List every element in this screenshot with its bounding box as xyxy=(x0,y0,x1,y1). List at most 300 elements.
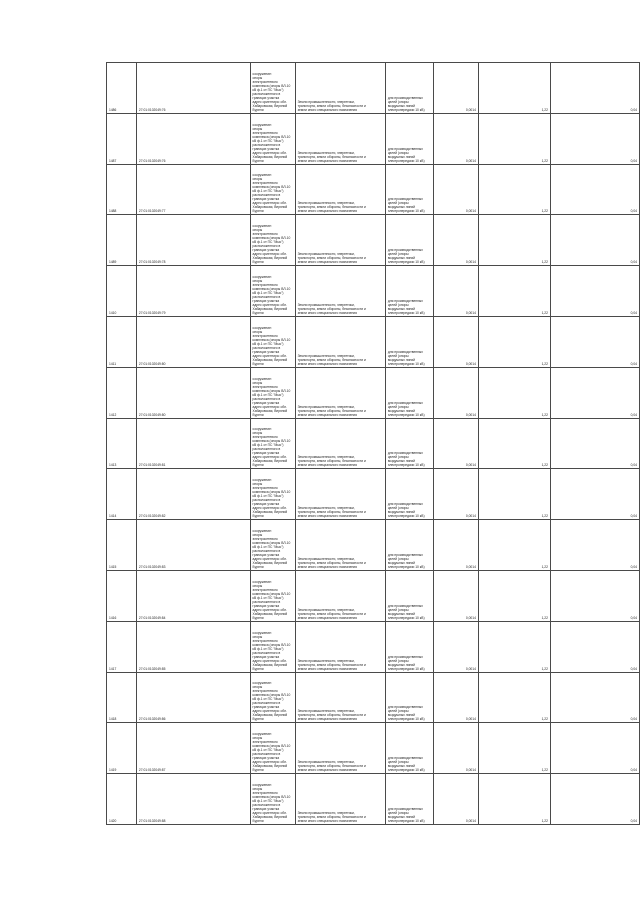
object-description-cell-line: Хабаровская, Верхний xyxy=(252,662,288,667)
permitted-use-cell-line: целей (опоры xyxy=(387,302,409,307)
permitted-use-cell-line: воздушных линий xyxy=(387,205,416,210)
permitted-use-cell-line: электропередачи 10 кВ) xyxy=(387,412,425,417)
cadastral-number-cell: 27:01:0102049:76 xyxy=(136,113,250,164)
object-description-cell-line: расположенного в xyxy=(252,91,281,96)
row-number-cell: 1416 xyxy=(107,570,137,621)
land-category-cell xyxy=(295,570,385,621)
cadastral-number-cell: 27:01:0102049:82 xyxy=(136,469,250,520)
permitted-use-cell-line: для производственных xyxy=(387,756,423,761)
land-category-cell-line: земли иного специального назначения xyxy=(297,514,357,519)
permitted-use-cell-line: электропередачи 10 кВ) xyxy=(387,666,425,671)
permitted-use-cell-line: для производственных xyxy=(387,95,423,100)
permitted-use-cell-line: целей (опоры xyxy=(387,506,409,511)
object-description-cell xyxy=(250,774,295,825)
object-description-cell-line: адрес ориентира: обл. xyxy=(252,607,287,612)
object-description-cell-line: сооружение: xyxy=(252,376,272,381)
object-description-cell xyxy=(250,723,295,774)
object-description-cell xyxy=(250,164,295,215)
land-category-cell-line: земли иного специального назначения xyxy=(297,666,357,671)
object-description-cell-line: комплекса (опоры ВЛ-10 xyxy=(252,236,291,241)
object-description-cell-line: электросетевого xyxy=(252,435,278,440)
object-description-cell xyxy=(250,570,295,621)
permitted-use-cell-line: электропередачи 10 кВ) xyxy=(387,463,425,468)
object-description-cell-line: адрес ориентира: обл. xyxy=(252,150,287,155)
row-number-cell: 1412 xyxy=(107,367,137,418)
land-category-cell-line: земли иного специального назначения xyxy=(297,463,357,468)
object-description-cell-line: электросетевого xyxy=(252,79,278,84)
land-category-cell-line: земли иного специального назначения xyxy=(297,310,357,315)
object-description-cell-line: границах участка xyxy=(252,502,280,507)
table-row xyxy=(107,164,640,215)
permitted-use-cell-line: целей (опоры xyxy=(387,150,409,155)
cadastral-number-cell: 27:01:0102049:83 xyxy=(136,520,250,571)
permitted-use-cell-line: воздушных линий xyxy=(387,814,416,819)
table-row xyxy=(107,215,640,266)
object-description-cell-line: комплекса (опоры ВЛ-10 xyxy=(252,490,291,495)
table-row xyxy=(107,418,640,469)
land-category-cell-line: земли иного специального назначения xyxy=(297,158,357,163)
object-description-cell-line: кВ ф.1 от ПС "Мыс") xyxy=(252,646,284,651)
object-description-cell-line: электросетевого xyxy=(252,790,278,795)
value-cell-1: 1,22 xyxy=(478,672,550,723)
land-category-cell xyxy=(295,113,385,164)
row-number-cell: 1486 xyxy=(107,63,137,114)
object-description-cell-line: границах участка xyxy=(252,298,280,303)
permitted-use-cell-line: воздушных линий xyxy=(387,713,416,718)
permitted-use-cell xyxy=(385,774,433,825)
object-description-cell-line: комплекса (опоры ВЛ-10 xyxy=(252,642,291,647)
permitted-use-cell-line: электропередачи 10 кВ) xyxy=(387,158,425,163)
land-category-cell-line: Земли промышленности, энергетики, xyxy=(297,810,355,815)
row-number-cell: 1487 xyxy=(107,113,137,164)
object-description-cell-line: комплекса (опоры ВЛ-10 xyxy=(252,134,291,139)
object-description-cell-line: расположенного в xyxy=(252,650,281,655)
permitted-use-cell-line: электропередачи 10 кВ) xyxy=(387,564,425,569)
object-description-cell xyxy=(250,266,295,317)
object-description-cell-line: адрес ориентира: обл. xyxy=(252,302,287,307)
value-cell-1: 1,22 xyxy=(478,367,550,418)
permitted-use-cell-line: электропередачи 10 кВ) xyxy=(387,717,425,722)
object-description-cell-line: границах участка xyxy=(252,705,280,710)
object-description-cell-line: Хабаровская, Верхний xyxy=(252,611,288,616)
land-category-cell-line: транспорта, земли обороны, безопасности и xyxy=(297,154,366,159)
object-description-cell-line: электросетевого xyxy=(252,181,278,186)
object-description-cell xyxy=(250,316,295,367)
land-category-cell-line: земли иного специального назначения xyxy=(297,564,357,569)
permitted-use-cell-line: для производственных xyxy=(387,400,423,405)
permitted-use-cell-line: для производственных xyxy=(387,146,423,151)
area-cell: 0,0014 xyxy=(433,367,478,418)
land-category-cell-line: Земли промышленности, энергетики, xyxy=(297,302,355,307)
object-description-cell-line: границах участка xyxy=(252,654,280,659)
land-category-cell-line: транспорта, земли обороны, безопасности и xyxy=(297,256,366,261)
object-description-cell-line: опоры xyxy=(252,278,263,283)
row-number-cell: 1419 xyxy=(107,723,137,774)
permitted-use-cell-line: целей (опоры xyxy=(387,201,409,206)
area-cell: 0,0014 xyxy=(433,621,478,672)
land-category-cell xyxy=(295,63,385,114)
object-description-cell-line: кВ ф.1 от ПС "Мыс") xyxy=(252,87,284,92)
object-description-cell-line: Хабаровская, Верхний xyxy=(252,103,288,108)
land-category-cell-line: земли иного специального назначения xyxy=(297,818,357,823)
permitted-use-cell-line: для производственных xyxy=(387,248,423,253)
land-category-cell-line: Земли промышленности, энергетики, xyxy=(297,658,355,663)
permitted-use-cell xyxy=(385,621,433,672)
object-description-cell-line: Бурели xyxy=(252,412,264,417)
object-description-cell-line: Хабаровская, Верхний xyxy=(252,306,288,311)
area-cell: 0,0014 xyxy=(433,164,478,215)
object-description-cell xyxy=(250,621,295,672)
object-description-cell-line: кВ ф.1 от ПС "Мыс") xyxy=(252,240,284,245)
object-description-cell-line: опоры xyxy=(252,75,263,80)
object-description-cell xyxy=(250,418,295,469)
land-category-cell-line: транспорта, земли обороны, безопасности и xyxy=(297,611,366,616)
object-description-cell-line: расположенного в xyxy=(252,142,281,147)
object-description-cell-line: Бурели xyxy=(252,158,264,163)
object-description-cell-line: расположенного в xyxy=(252,548,281,553)
permitted-use-cell-line: целей (опоры xyxy=(387,607,409,612)
permitted-use-cell-line: для производственных xyxy=(387,705,423,710)
permitted-use-cell-line: целей (опоры xyxy=(387,404,409,409)
permitted-use-cell xyxy=(385,367,433,418)
value-cell-2: 0,04 xyxy=(550,469,639,520)
area-cell: 0,0014 xyxy=(433,774,478,825)
permitted-use-cell-line: целей (опоры xyxy=(387,556,409,561)
value-cell-2: 0,04 xyxy=(550,316,639,367)
land-category-cell-line: земли иного специального назначения xyxy=(297,209,357,214)
cadastral-number-cell: 27:01:0102049:80 xyxy=(136,316,250,367)
land-category-cell xyxy=(295,723,385,774)
permitted-use-cell-line: целей (опоры xyxy=(387,760,409,765)
value-cell-1: 1,22 xyxy=(478,418,550,469)
object-description-cell-line: адрес ориентира: обл. xyxy=(252,252,287,257)
object-description-cell-line: электросетевого xyxy=(252,689,278,694)
value-cell-2: 0,04 xyxy=(550,215,639,266)
permitted-use-cell-line: для производственных xyxy=(387,806,423,811)
object-description-cell-line: Хабаровская, Верхний xyxy=(252,154,288,159)
value-cell-1: 1,22 xyxy=(478,164,550,215)
object-description-cell-line: Бурели xyxy=(252,209,264,214)
object-description-cell-line: электросетевого xyxy=(252,740,278,745)
object-description-cell-line: комплекса (опоры ВЛ-10 xyxy=(252,185,291,190)
row-number-cell: 1414 xyxy=(107,469,137,520)
object-description-cell-line: расположенного в xyxy=(252,599,281,604)
land-category-cell-line: Земли промышленности, энергетики, xyxy=(297,506,355,511)
land-category-cell-line: земли иного специального назначения xyxy=(297,107,357,112)
row-number-cell: 1420 xyxy=(107,774,137,825)
object-description-cell-line: кВ ф.1 от ПС "Мыс") xyxy=(252,341,284,346)
permitted-use-cell-line: воздушных линий xyxy=(387,408,416,413)
land-category-cell xyxy=(295,520,385,571)
object-description-cell xyxy=(250,469,295,520)
land-category-cell-line: земли иного специального назначения xyxy=(297,717,357,722)
land-category-cell-line: транспорта, земли обороны, безопасности и xyxy=(297,408,366,413)
object-description-cell-line: расположенного в xyxy=(252,345,281,350)
permitted-use-cell-line: воздушных линий xyxy=(387,459,416,464)
permitted-use-cell-line: для производственных xyxy=(387,654,423,659)
value-cell-2: 0,04 xyxy=(550,621,639,672)
object-description-cell-line: кВ ф.1 от ПС "Мыс") xyxy=(252,290,284,295)
cadastral-number-cell: 27:01:0102049:84 xyxy=(136,570,250,621)
object-description-cell-line: опоры xyxy=(252,532,263,537)
object-description-cell-line: комплекса (опоры ВЛ-10 xyxy=(252,693,291,698)
object-description-cell-line: Хабаровская, Верхний xyxy=(252,408,288,413)
object-description-cell-line: сооружение: xyxy=(252,681,272,686)
object-description-cell-line: Бурели xyxy=(252,260,264,265)
value-cell-1: 1,22 xyxy=(478,570,550,621)
object-description-cell-line: опоры xyxy=(252,482,263,487)
object-description-cell-line: Бурели xyxy=(252,514,264,519)
object-description-cell-line: сооружение: xyxy=(252,224,272,229)
object-description-cell-line: адрес ориентира: обл. xyxy=(252,506,287,511)
permitted-use-cell-line: целей (опоры xyxy=(387,252,409,257)
object-description-cell-line: комплекса (опоры ВЛ-10 xyxy=(252,286,291,291)
land-category-cell-line: Земли промышленности, энергетики, xyxy=(297,760,355,765)
land-category-cell-line: Земли промышленности, энергетики, xyxy=(297,150,355,155)
cadastral-number-cell: 27:01:0102049:80 xyxy=(136,367,250,418)
table-row xyxy=(107,723,640,774)
object-description-cell-line: расположенного в xyxy=(252,294,281,299)
cadastral-number-cell: 27:01:0102049:77 xyxy=(136,164,250,215)
land-category-cell xyxy=(295,418,385,469)
table-row xyxy=(107,367,640,418)
permitted-use-cell-line: электропередачи 10 кВ) xyxy=(387,260,425,265)
land-category-cell-line: земли иного специального назначения xyxy=(297,361,357,366)
permitted-use-cell xyxy=(385,672,433,723)
land-category-cell-line: Земли промышленности, энергетики, xyxy=(297,353,355,358)
object-description-cell-line: границах участка xyxy=(252,806,280,811)
row-number-cell: 1489 xyxy=(107,215,137,266)
object-description-cell xyxy=(250,520,295,571)
land-category-cell-line: транспорта, земли обороны, безопасности и xyxy=(297,306,366,311)
object-description-cell-line: границах участка xyxy=(252,400,280,405)
object-description-cell xyxy=(250,215,295,266)
permitted-use-cell-line: для производственных xyxy=(387,552,423,557)
table-row xyxy=(107,469,640,520)
object-description-cell-line: расположенного в xyxy=(252,498,281,503)
permitted-use-cell-line: воздушных линий xyxy=(387,510,416,515)
object-description-cell-line: кВ ф.1 от ПС "Мыс") xyxy=(252,748,284,753)
land-category-cell xyxy=(295,774,385,825)
cadastral-number-cell: 27:01:0102049:78 xyxy=(136,215,250,266)
object-description-cell-line: Хабаровская, Верхний xyxy=(252,814,288,819)
object-description-cell-line: адрес ориентира: обл. xyxy=(252,201,287,206)
permitted-use-cell-line: для производственных xyxy=(387,298,423,303)
value-cell-2: 0,04 xyxy=(550,164,639,215)
cadastral-number-cell: 27:01:0102049:87 xyxy=(136,723,250,774)
land-category-cell-line: транспорта, земли обороны, безопасности и xyxy=(297,713,366,718)
object-description-cell-line: опоры xyxy=(252,431,263,436)
row-number-cell: 1410 xyxy=(107,266,137,317)
object-description-cell-line: кВ ф.1 от ПС "Мыс") xyxy=(252,138,284,143)
object-description-cell-line: Бурели xyxy=(252,361,264,366)
object-description-cell-line: Хабаровская, Верхний xyxy=(252,205,288,210)
object-description-cell-line: расположенного в xyxy=(252,193,281,198)
permitted-use-cell xyxy=(385,215,433,266)
value-cell-2: 0,04 xyxy=(550,520,639,571)
land-category-cell-line: транспорта, земли обороны, безопасности и xyxy=(297,459,366,464)
land-category-cell-line: Земли промышленности, энергетики, xyxy=(297,607,355,612)
object-description-cell-line: расположенного в xyxy=(252,396,281,401)
table-row xyxy=(107,621,640,672)
row-number-cell: 1488 xyxy=(107,164,137,215)
permitted-use-cell xyxy=(385,63,433,114)
value-cell-2: 0,04 xyxy=(550,672,639,723)
permitted-use-cell-line: для производственных xyxy=(387,197,423,202)
object-description-cell-line: опоры xyxy=(252,736,263,741)
permitted-use-cell-line: воздушных линий xyxy=(387,560,416,565)
object-description-cell-line: расположенного в xyxy=(252,701,281,706)
area-cell: 0,0014 xyxy=(433,215,478,266)
object-description-cell-line: сооружение: xyxy=(252,122,272,127)
object-description-cell-line: адрес ориентира: обл. xyxy=(252,760,287,765)
value-cell-1: 1,22 xyxy=(478,63,550,114)
object-description-cell-line: опоры xyxy=(252,634,263,639)
object-description-cell-line: кВ ф.1 от ПС "Мыс") xyxy=(252,189,284,194)
object-description-cell-line: комплекса (опоры ВЛ-10 xyxy=(252,540,291,545)
area-cell: 0,0014 xyxy=(433,266,478,317)
permitted-use-cell-line: для производственных xyxy=(387,349,423,354)
object-description-cell-line: сооружение: xyxy=(252,579,272,584)
object-description-cell-line: Хабаровская, Верхний xyxy=(252,764,288,769)
permitted-use-cell xyxy=(385,418,433,469)
object-description-cell-line: опоры xyxy=(252,380,263,385)
cadastral-number-cell: 27:01:0102049:81 xyxy=(136,418,250,469)
object-description-cell-line: адрес ориентира: обл. xyxy=(252,810,287,815)
land-category-cell-line: земли иного специального назначения xyxy=(297,615,357,620)
object-description-cell-line: сооружение: xyxy=(252,732,272,737)
row-number-cell: 1413 xyxy=(107,418,137,469)
table-row xyxy=(107,570,640,621)
object-description-cell-line: границах участка xyxy=(252,756,280,761)
row-number-cell: 1417 xyxy=(107,621,137,672)
permitted-use-cell xyxy=(385,570,433,621)
permitted-use-cell xyxy=(385,113,433,164)
permitted-use-cell-line: целей (опоры xyxy=(387,810,409,815)
object-description-cell-line: Бурели xyxy=(252,717,264,722)
table-row xyxy=(107,266,640,317)
table-body xyxy=(107,63,640,825)
object-description-cell-line: Хабаровская, Верхний xyxy=(252,560,288,565)
object-description-cell xyxy=(250,367,295,418)
area-cell: 0,0014 xyxy=(433,63,478,114)
row-number-cell: 1415 xyxy=(107,520,137,571)
table-row xyxy=(107,316,640,367)
area-cell: 0,0014 xyxy=(433,672,478,723)
value-cell-1: 1,22 xyxy=(478,520,550,571)
object-description-cell-line: границах участка xyxy=(252,146,280,151)
cadastral-number-cell: 27:01:0102049:85 xyxy=(136,621,250,672)
table-row xyxy=(107,774,640,825)
table-row xyxy=(107,63,640,114)
permitted-use-cell-line: воздушных линий xyxy=(387,611,416,616)
value-cell-1: 1,22 xyxy=(478,266,550,317)
object-description-cell-line: кВ ф.1 от ПС "Мыс") xyxy=(252,544,284,549)
object-description-cell-line: Бурели xyxy=(252,463,264,468)
land-category-cell xyxy=(295,469,385,520)
land-category-cell-line: транспорта, земли обороны, безопасности и xyxy=(297,510,366,515)
permitted-use-cell-line: воздушных линий xyxy=(387,256,416,261)
area-cell: 0,0014 xyxy=(433,520,478,571)
object-description-cell xyxy=(250,63,295,114)
object-description-cell-line: адрес ориентира: обл. xyxy=(252,404,287,409)
object-description-cell-line: опоры xyxy=(252,786,263,791)
object-description-cell-line: комплекса (опоры ВЛ-10 xyxy=(252,794,291,799)
permitted-use-cell-line: электропередачи 10 кВ) xyxy=(387,209,425,214)
table-row xyxy=(107,113,640,164)
land-category-cell-line: транспорта, земли обороны, безопасности и xyxy=(297,205,366,210)
object-description-cell-line: Хабаровская, Верхний xyxy=(252,510,288,515)
value-cell-1: 1,22 xyxy=(478,469,550,520)
object-description-cell-line: сооружение: xyxy=(252,630,272,635)
value-cell-2: 0,04 xyxy=(550,367,639,418)
table-row xyxy=(107,520,640,571)
value-cell-2: 0,04 xyxy=(550,63,639,114)
area-cell: 0,0014 xyxy=(433,418,478,469)
object-description-cell-line: комплекса (опоры ВЛ-10 xyxy=(252,83,291,88)
object-description-cell-line: кВ ф.1 от ПС "Мыс") xyxy=(252,494,284,499)
permitted-use-cell-line: для производственных xyxy=(387,603,423,608)
object-description-cell-line: электросетевого xyxy=(252,282,278,287)
area-cell: 0,0014 xyxy=(433,316,478,367)
object-description-cell-line: электросетевого xyxy=(252,130,278,135)
object-description-cell-line: электросетевого xyxy=(252,232,278,237)
area-cell: 0,0014 xyxy=(433,570,478,621)
land-category-cell xyxy=(295,164,385,215)
land-category-cell-line: Земли промышленности, энергетики, xyxy=(297,709,355,714)
object-description-cell-line: адрес ориентира: обл. xyxy=(252,455,287,460)
land-category-cell-line: земли иного специального назначения xyxy=(297,260,357,265)
object-description-cell-line: границах участка xyxy=(252,248,280,253)
permitted-use-cell-line: электропередачи 10 кВ) xyxy=(387,768,425,773)
value-cell-1: 1,22 xyxy=(478,215,550,266)
permitted-use-cell-line: электропередачи 10 кВ) xyxy=(387,615,425,620)
land-category-cell-line: Земли промышленности, энергетики, xyxy=(297,252,355,257)
object-description-cell-line: Бурели xyxy=(252,310,264,315)
permitted-use-cell-line: воздушных линий xyxy=(387,662,416,667)
object-description-cell xyxy=(250,113,295,164)
object-description-cell-line: кВ ф.1 от ПС "Мыс") xyxy=(252,595,284,600)
object-description-cell-line: сооружение: xyxy=(252,325,272,330)
object-description-cell-line: Бурели xyxy=(252,564,264,569)
land-category-cell xyxy=(295,672,385,723)
cadastral-number-cell: 27:01:0102049:86 xyxy=(136,672,250,723)
cadastral-number-cell: 27:01:0102049:76 xyxy=(136,63,250,114)
object-description-cell-line: границах участка xyxy=(252,603,280,608)
area-cell: 0,0014 xyxy=(433,723,478,774)
object-description-cell-line: комплекса (опоры ВЛ-10 xyxy=(252,388,291,393)
land-category-cell-line: Земли промышленности, энергетики, xyxy=(297,201,355,206)
object-description-cell-line: электросетевого xyxy=(252,587,278,592)
value-cell-2: 0,04 xyxy=(550,418,639,469)
land-category-cell-line: Земли промышленности, энергетики, xyxy=(297,404,355,409)
object-description-cell-line: сооружение: xyxy=(252,173,272,178)
object-description-cell-line: опоры xyxy=(252,126,263,131)
object-description-cell-line: опоры xyxy=(252,228,263,233)
value-cell-2: 0,04 xyxy=(550,723,639,774)
object-description-cell-line: адрес ориентира: обл. xyxy=(252,709,287,714)
permitted-use-cell-line: воздушных линий xyxy=(387,154,416,159)
land-category-cell-line: транспорта, земли обороны, безопасности и xyxy=(297,764,366,769)
land-category-cell-line: транспорта, земли обороны, безопасности и xyxy=(297,814,366,819)
land-category-cell-line: Земли промышленности, энергетики, xyxy=(297,99,355,104)
land-category-cell xyxy=(295,367,385,418)
land-category-cell-line: Земли промышленности, энергетики, xyxy=(297,556,355,561)
object-description-cell-line: опоры xyxy=(252,583,263,588)
object-description-cell-line: адрес ориентира: обл. xyxy=(252,556,287,561)
land-category-cell-line: Земли промышленности, энергетики, xyxy=(297,455,355,460)
object-description-cell-line: кВ ф.1 от ПС "Мыс") xyxy=(252,392,284,397)
